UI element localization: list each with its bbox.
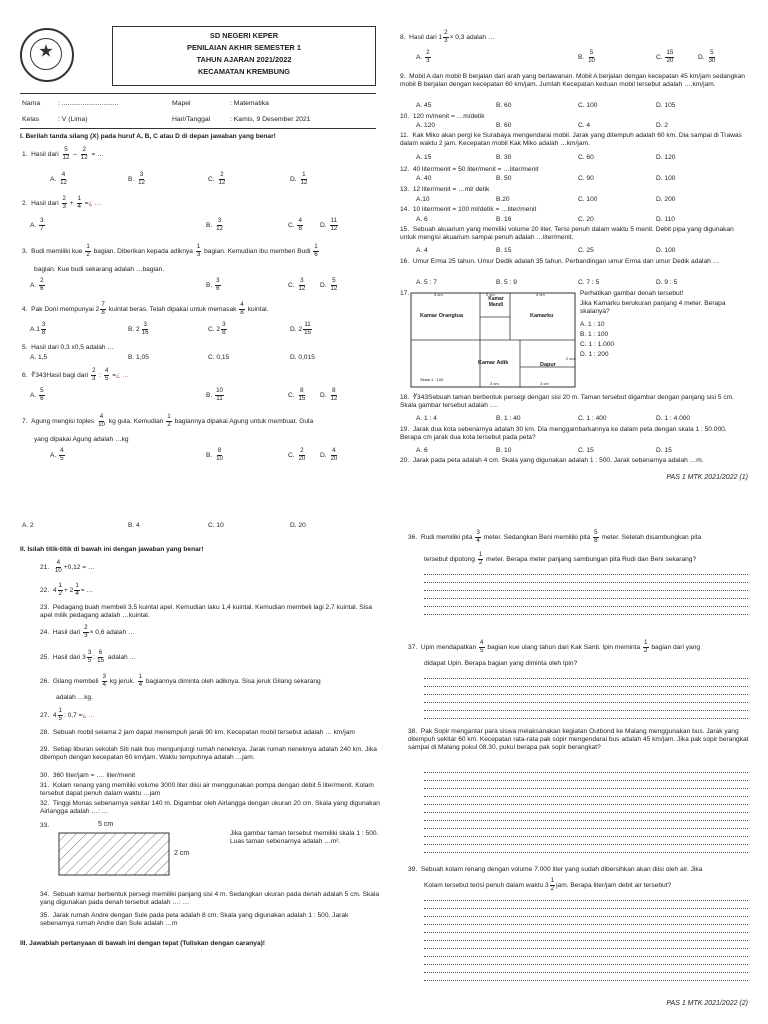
info-divider [20,128,376,129]
room-kamar-adik: Kamar Adik [478,360,509,366]
answer-line[interactable] [424,796,748,797]
q13-option-c[interactable]: C. 100 [578,196,598,203]
logo-ring [30,38,62,70]
q2-option-c[interactable]: C. $\frac{4}{8}$ [288,217,302,232]
question-17-cont: Jika Kamarku berukuran panjang 4 meter. Berapa skalanya? [580,300,726,316]
q4-option-a[interactable]: A.1 $\frac{3}{8}$ [30,321,46,336]
question-18: 18. ∛343Sebuah taman berbentuk persegi dengan sisi 20 m. Taman tersebut digambar dengan panjang sisi 5 cm. Skala gambar tersebut adalah …. [400,394,734,410]
question-9: 9. Mobil A dan mobil B berjalan dari arah yang berlawanan. Mobil A berjalan dengan kecepatan 45 km/jam sedangkan mobil B berjalan dengan kecepatan 60 km/jam. Jumlah Kecepatan keduan mobil tersebut adalah ….km/jam. [400,73,745,89]
q11-option-d[interactable]: D. 120 [656,154,676,161]
question-1: 1. Hasil dari $\frac{5}{12}$ – $\frac{2}{12}$ = … [22,146,104,161]
room-kamar-orangtua: Kamar Orangtua [420,313,464,319]
answer-line[interactable] [424,836,748,837]
q6-option-c[interactable]: C. $\frac{8}{15}$ [288,387,306,402]
q3-option-d[interactable]: D. $\frac{5}{12}$ [320,277,338,292]
answer-line[interactable] [424,694,748,695]
room-kamar-mandi: Kamar Mandi [488,296,504,309]
q12-option-a[interactable]: A. 40 [416,175,432,182]
question-25: 25. Hasil dari 3 $\frac{3}{5}$ : $\frac{6}{15}$ adalah … [40,649,137,664]
page-footer-1: PAS 1 MTK 2021/2022 (1) [666,474,748,481]
school-logo [20,28,74,82]
question-27: 27. 4 $\frac{1}{5}$ : 0,7 =¿ … [40,707,95,722]
q2-option-b[interactable]: B. $\frac{3}{12}$ [206,217,223,232]
q8-option-d[interactable]: D. $\frac{5}{30}$ [698,49,716,64]
q18-option-b[interactable]: B. 1 : 40 [496,415,521,422]
q7-option-d[interactable]: D. $\frac{4}{20}$ [320,447,338,462]
question-22: 22. 4 $\frac{1}{2}$ + 2 $\frac{1}{4}$ = … [40,582,94,597]
question-15: 15. Sebuah akuarium yang memiliki volume 20 liter. Terisi penuh dalam waktu 5 menit. Debit pipa yang digunakan untuk mengisi akuarium sampai penuh adalah …liter/menit. [400,226,734,242]
q15-option-b[interactable]: B. 15 [496,247,512,254]
kelas-value: : V (Lima) [58,116,88,123]
q17-option-c[interactable]: C. 1 : 1.000 [580,341,615,348]
answer-line[interactable] [424,582,748,583]
question-24: 24. Hasil dari $\frac{2}{3}$ × 0,6 adalah … [40,624,135,639]
answer-line[interactable] [424,590,748,591]
q11-option-c[interactable]: C. 60 [578,154,594,161]
mapel-value: : Matematika [230,100,269,107]
answer-line[interactable] [424,804,748,805]
q13-option-a[interactable]: A.10 [416,196,430,203]
q9-option-d[interactable]: D. 105 [656,102,676,109]
q13-option-d[interactable]: D. 200 [656,196,676,203]
page-2 [0,510,768,1024]
section-3-title: III. Jawablah pertanyaan di bawah ini dengan tepat (Tuliskan dengan caranya)! [20,940,266,947]
question-3: 3. Budi memiliki kue $\frac{1}{2}$ bagian. Diberikan kepada adiknya $\frac{1}{3}$ bagian. Kemudian ibu memberi Budi $\frac{1}{6}$ [22,243,318,258]
q19-option-a[interactable]: A. 6 [416,447,428,454]
hatched-area [59,833,169,875]
q16-option-b[interactable]: B. 5 : 9 [496,279,517,286]
q9-option-b[interactable]: B. 60 [496,102,512,109]
nama-value[interactable]: : .............................. [58,100,119,107]
q5-option-a[interactable]: A. 1,5 [30,354,48,361]
answer-line[interactable] [424,900,748,901]
question-16: 16. Umur Erma 25 tahun. Umur Dedik adalah 35 tahun. Perbandingan umur Erma dan umur Dedik adalah … [400,258,720,265]
q19-option-d[interactable]: D. 15 [656,447,672,454]
q12-option-d[interactable]: D. 100 [656,175,676,182]
q5-option-d[interactable]: D. 0,015 [290,354,315,361]
header-divider [20,93,376,94]
plan-scale: Skala 1 : 100 [420,377,444,382]
q6-option-b[interactable]: B. $\frac{10}{11}$ [206,387,223,402]
q18-option-c[interactable]: C. 1 : 400 [578,415,607,422]
q16-option-a[interactable]: A. 5 : 7 [416,279,437,286]
question-10: 10. 120 m/menit = …m/detik [400,113,485,120]
question-33: Jika gambar taman tersebut memiliki skala 1 : 500. Luas taman sebenarnya adalah …m². [230,830,379,846]
question-39: 39. Sebuah kolam renang dengan volume 7.000 liter yang sudah dibersihkan akan diisi oleh air. Jika [408,866,703,873]
q19-option-c[interactable]: C. 15 [578,447,594,454]
question-28: 28. Sebuah mobil selama 2 jam dapat menempuh jarak 90 km. Kecepatan mobil tersebut adalah … km/jam [40,729,355,736]
q5-option-b[interactable]: B. 1,05 [128,354,149,361]
question-37-cont: didapat Upin. Berapa bagian yang diminta oleh Ipin? [424,660,578,667]
answer-line[interactable] [424,844,748,845]
q2-option-a[interactable]: A. $\frac{3}{7}$ [30,217,44,232]
question-19: 19. Jarak dua kota sebenarnya adalah 30 km. Dia menggambarkannya ke dalam peta dengan skala 1 : 50.000. Berapa cm jarak dua kota tersebut pada peta? [400,426,727,442]
answer-line[interactable] [424,852,748,853]
question-33-number: 33. [40,822,50,829]
dim-label: 4 cm [536,292,545,297]
q16-option-c[interactable]: C. 7 : 5 [578,279,600,286]
answer-line[interactable] [424,932,748,933]
question-4: 4. Pak Doni mempunyai 2 $\frac{7}{8}$ kuintal beras. Telah dipakai untuk memasak $\frac{4}{8}$ kuintal. [22,301,269,316]
q10-option-b[interactable]: B. 60 [496,122,512,129]
question-23: 23. Pedagang buah membeli 3,5 kuintal apel. Kemudian laku 1,4 kuintal. Kemudian membeli lagi 2,7 kuintal. Sisa apel milik pedagang adalah …kuintal. [40,604,373,620]
q4-option-d[interactable]: D. 2 $\frac{11}{15}$ [290,321,311,336]
question-11: 11. Kak Miko akan pergi ke Surabaya mengendarai mobil. Jarak yang ditempuh adalah 60 km. Dia sampai di Trawas dalam waktu 2 jam. Kecepatan mobil Kak Miko adalah …km/jam. [400,132,742,148]
answer-line[interactable] [424,828,748,829]
q10-option-d[interactable]: D. 2 [656,122,669,129]
section-1-title: I. Berilah tanda silang (X) pada huruf A, B, C atau D di depan jawaban yang benar! [20,133,276,140]
q16-option-d[interactable]: D. 9 : 5 [656,279,678,286]
question-29: 29. Setiap liburan sekolah Siti naik bus mengunjungi rumah neneknya. Jarak rumah neneknya adalah 240 km. Jika ditempuh dengan kecepatan 60 km/jam. Waktu tempuhnya adalah …jam. [40,746,377,762]
question-34: 34. Sebuah kamar berbentuk persegi memiliki panjang sisi 4 m. Sedangkan ukuran pada denah adalah 5 cm. Skala yang digunakan pada denah tersebut adalah …: … [40,891,380,907]
answer-line[interactable] [424,614,748,615]
answer-line[interactable] [424,710,748,711]
question-5: 5. Hasil dari 0,3 x0,5 adalah … [22,344,115,351]
answer-line[interactable] [424,718,748,719]
q13-option-b[interactable]: B.20 [496,196,510,203]
q8-option-a[interactable]: A. $\frac{2}{3}$ [416,49,430,64]
answer-line[interactable] [424,686,748,687]
answer-line[interactable] [424,908,748,909]
q11-option-b[interactable]: B. 30 [496,154,512,161]
q14-option-c[interactable]: C. 20 [578,216,594,223]
q20-option-a[interactable]: A. 2 [22,522,34,529]
question-30: 30. 360 liter/jam = …. liter/menit [40,772,136,779]
answer-line[interactable] [424,788,748,789]
dim-label: 2 cm [486,292,495,297]
hari-label: Hari/Tanggal [172,116,211,123]
question-17: Perhatikan gambar denah tersebut! [580,290,684,297]
room-kamarku: Kamarku [530,313,554,319]
q1-option-a[interactable]: A. $\frac{4}{12}$ [50,171,67,186]
q20-option-b[interactable]: B. 4 [128,522,140,529]
q4-option-c[interactable]: C. 2 $\frac{3}{8}$ [208,321,226,336]
section-2-title: II. Isilah titik-titik di bawah ini dengan jawaban yang benar! [20,546,204,553]
q17-option-d[interactable]: D. 1 : 200 [580,351,609,358]
dim-label: 2 cm [566,356,575,361]
q9-option-a[interactable]: A. 45 [416,102,432,109]
question-26: 26. Gilang membeli $\frac{3}{4}$ kg jeruk. $\frac{1}{4}$ bagiannya diminta oleh adiknya. Sisa jeruk Gilang sekarang [40,673,321,688]
answer-line[interactable] [424,940,748,941]
q6-option-d[interactable]: D. $\frac{8}{12}$ [320,387,338,402]
dim-label: 3 cm [540,381,549,386]
question-26-cont: adalah …kg. [56,694,94,701]
q15-option-a[interactable]: A. 4 [416,247,428,254]
answer-line[interactable] [424,812,748,813]
question-32: 32. Tinggi Monas sebenarnya sekitar 140 m. Digambar oleh Airlangga dengan ukuran 20 cm. Skala yang digunakan Airlangga adalah …: … [40,800,380,816]
q2-option-d[interactable]: D. $\frac{11}{12}$ [320,217,338,232]
q8-option-c[interactable]: C. $\frac{15}{20}$ [656,49,674,64]
answer-line[interactable] [424,972,748,973]
q4-option-b[interactable]: B. 2 $\frac{3}{16}$ [128,321,149,336]
question-36-cont: tersebut dipotong $\frac{1}{2}$ meter. Berapa meter panjang sambungan pita Rudi dan Beni sekarang? [424,551,697,566]
q17-option-a[interactable]: A. 1 : 10 [580,321,605,328]
nama-label: Nama [22,100,41,107]
fraction: $\frac{2}{12}$ [80,146,88,161]
q1-option-c[interactable]: C. $\frac{2}{12}$ [208,171,226,186]
answer-line[interactable] [424,606,748,607]
question-12: 12. 40 liter/menit = 50 liter/menit = …liter/menit [400,166,539,173]
question-7: 7. Agung mengisi toples $\frac{4}{10}$ kg gula. Kemudian $\frac{1}{2}$ bagiannya dipakai Agung untuk membuat. Gula [22,413,314,428]
q1-option-d[interactable]: D. $\frac{1}{12}$ [290,171,308,186]
q5-option-c[interactable]: C. 0,15 [208,354,230,361]
room-dapur: Dapur [540,362,556,368]
q12-option-c[interactable]: C. 90 [578,175,594,182]
q7-option-a[interactable]: A. $\frac{4}{5}$ [50,447,64,462]
answer-line[interactable] [424,574,748,575]
q18-option-d[interactable]: D. 1 : 4.000 [656,415,691,422]
school-year: TAHUN AJARAN 2021/2022 [196,55,292,64]
question-7-cont: yang dipakai Agung adalah …kg [34,436,129,443]
dim-label: 4 cm [434,292,443,297]
fraction: $\frac{5}{12}$ [62,146,70,161]
kelas-label: Kelas [22,116,40,123]
question-36: 36. Rudi memiliki pita $\frac{3}{4}$ meter. Sedangkan Beni memiliki pita $\frac{5}{8}$ meter. Setelah disambungkan pita [408,529,702,544]
question-38: 38. Pak Sopir mengantar para siswa melaksanakan kegiatan Outbond ke Malang menggunakan bus. Jarak yang ditempuh sekitar 60 km. Kecepatan rata-rata pak sopir mengendarai bus adalah 45 km/jam. Jika pak sopir berangkat sampai di Malang pukul 08.30, pukul berapa pak sopir berangkat? [408,728,749,752]
q20-option-d[interactable]: D. 20 [290,522,306,529]
exam-name: PENILAIAN AKHIR SEMESTER 1 [187,43,301,52]
q17-option-b[interactable]: B. 1 : 100 [580,331,609,338]
q18-option-a[interactable]: A. 1 : 4 [416,415,437,422]
question-6: 6. ∛343Hasil bagi dari $\frac{2}{3}$ : $\frac{4}{5}$ =¿ … [22,367,129,382]
q7-option-c[interactable]: C. $\frac{2}{20}$ [288,447,306,462]
page-1 [0,0,768,500]
question-3-cont: bagian. Kue budi sekarang adalah …bagian. [34,266,165,273]
answer-line[interactable] [424,772,748,773]
question-14: 14. 10 liter/menit = 100 ml/detik = …liter/menit [400,206,537,213]
answer-line[interactable] [424,678,748,679]
dim-label: 3 cm [490,381,499,386]
question-20: 20. Jarak pada peta adalah 4 cm. Skala yang digunakan adalah 1 : 500. Jarak sebenarnya adalah …m. [400,457,704,464]
answer-line[interactable] [424,948,748,949]
q15-option-d[interactable]: D. 100 [656,247,676,254]
q6-option-a[interactable]: A. $\frac{5}{6}$ [30,387,44,402]
q20-option-c[interactable]: C. 10 [208,522,224,529]
q3-option-a[interactable]: A. $\frac{2}{6}$ [30,277,44,292]
q7-option-b[interactable]: B. $\frac{8}{10}$ [206,447,223,462]
answer-line[interactable] [424,980,748,981]
answer-line[interactable] [424,780,748,781]
q14-option-b[interactable]: B. 16 [496,216,512,223]
hari-value: : Kamis, 9 Desember 2021 [230,116,311,123]
district: KECAMATAN KREMBUNG [197,67,291,76]
answer-line[interactable] [424,916,748,917]
answer-line[interactable] [424,702,748,703]
rect-width-label: 5 cm [98,821,114,828]
q9-option-c[interactable]: C. 100 [578,102,598,109]
answer-line[interactable] [424,964,748,965]
q10-option-a[interactable]: A. 120 [416,122,436,129]
question-13: 13. 12 liter/menit = …ml/ detik [400,186,490,193]
exam-header [112,26,376,86]
answer-line[interactable] [424,956,748,957]
question-37: 37. Upin mendapatkan $\frac{4}{5}$ bagian kue ulang tahun dari Kak Santi. Ipin meminta $\frac{1}{2}$ bagian dari yang [408,639,701,654]
question-31: 31. Kolam renang yang memiliki volume 3000 liter diisi air menggunakan pompa dengan debit 5 liter/menit. Kolam tersebut dapat penuh dalam waktu …jam [40,782,374,798]
q1-option-b[interactable]: B. $\frac{3}{12}$ [128,171,145,186]
q3-option-b[interactable]: B. $\frac{3}{6}$ [206,277,220,292]
q11-option-a[interactable]: A. 15 [416,154,432,161]
question-8: 8. Hasil dari 1 $\frac{2}{3}$ × 0,3 adalah … [400,29,495,44]
q14-option-d[interactable]: D. 110 [656,216,675,223]
hatched-rectangle [58,832,170,876]
school-name: SD NEGERI KEPER [209,31,279,40]
q10-option-c[interactable]: C. 4 [578,122,591,129]
answer-line[interactable] [424,924,748,925]
q14-option-a[interactable]: A. 6 [416,216,428,223]
page-footer-2: PAS 1 MTK 2021/2022 (2) [666,1000,748,1007]
rect-height-label: 2 cm [174,850,190,857]
answer-line[interactable] [424,598,748,599]
q19-option-b[interactable]: B. 10 [496,447,512,454]
answer-line[interactable] [424,820,748,821]
question-35: 35. Jarak rumah Andre dengan Sule pada peta adalah 8 cm. Skala yang digunakan adalah 1 : 500. Jarak sebenarnya rumah Andre dan Sule adalah …m [40,912,349,928]
question-17-number: 17. [400,290,410,297]
q8-option-b[interactable]: B. $\frac{5}{10}$ [578,49,595,64]
q12-option-b[interactable]: B. 50 [496,175,512,182]
question-39-cont: Kolam tersebut terisi penuh dalam waktu 3 $\frac{1}{2}$ jam. Berapa liter/jam debit air tersebut? [424,877,672,892]
q15-option-c[interactable]: C. 25 [578,247,594,254]
q3-option-c[interactable]: C. $\frac{3}{12}$ [288,277,306,292]
question-21: 21. $\frac{4}{10}$ +0,12 = … [40,559,95,574]
mapel-label: Mapel [172,100,191,107]
question-2: 2. Hasil dari $\frac{2}{3}$ + $\frac{1}{4}$ =¿ … [22,195,102,210]
